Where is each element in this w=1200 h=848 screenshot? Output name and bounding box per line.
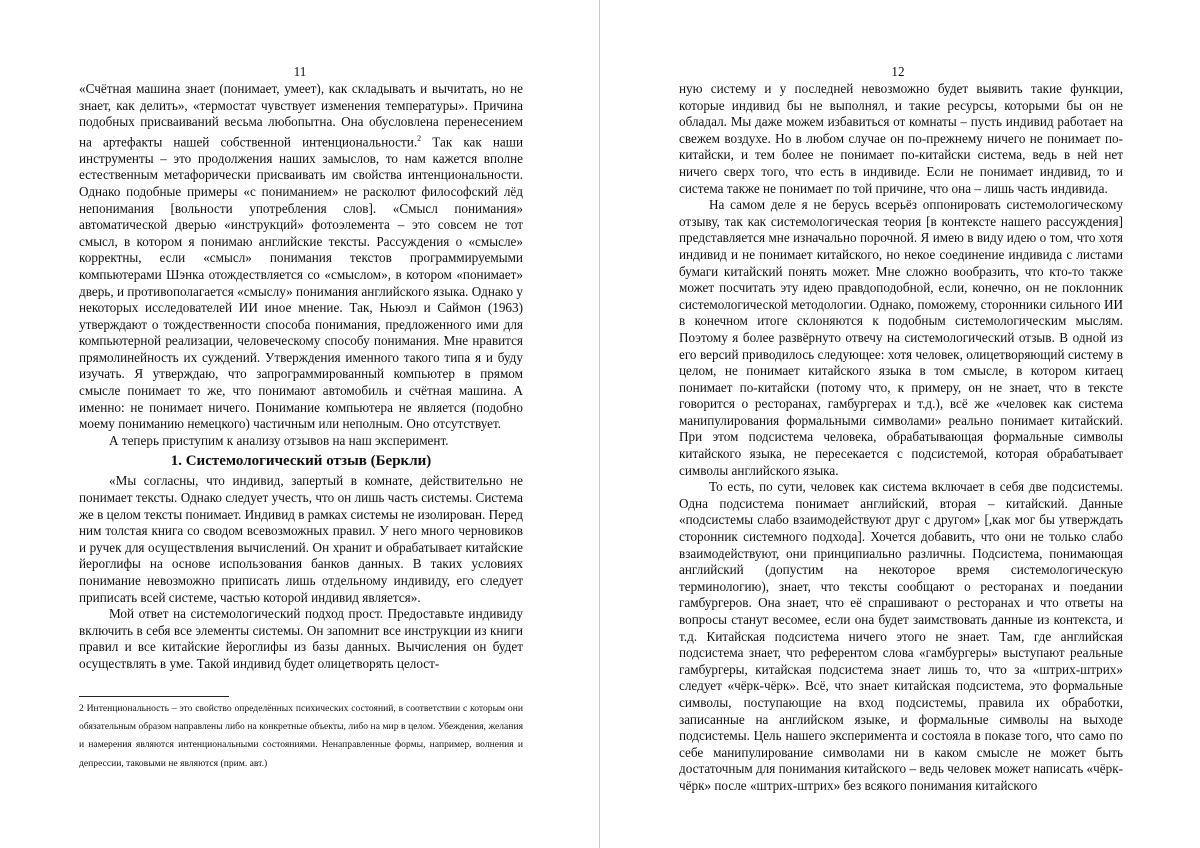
footnote-divider xyxy=(79,696,229,697)
right-page xyxy=(600,0,1200,848)
page-number: 12 xyxy=(891,64,905,79)
paragraph: Мой ответ на системологический подход прост. Предоставьте индивиду включить в себя все элементы системы. Он запомнит все инструкции из книги правил и все китайские йероглифы из базы данных. Вычисления он будет осуществлять в уме. Такой индивид будет олицетворять целост- xyxy=(79,606,523,671)
footnote: 2 Интенциональность – это свойство определённых психических состояний, в соответствии с которым они обязательным образом направлены либо на конкретные объекты, либо на мир в целом. Убеждения, желания и намерения являются интенциональными состояниями. Ненаправленные формы, например, волнения и депрессии, таковыми не являются (прим. авт.) xyxy=(79,703,523,769)
footnote-marker[interactable]: 2 xyxy=(417,133,422,143)
right-page-body xyxy=(679,81,1123,795)
section-heading: 1. Системологический отзыв (Беркли) xyxy=(170,453,432,470)
page-number: 11 xyxy=(293,64,307,79)
paragraph: «Мы согласны, что индивид, запертый в комнате, действительно не понимает тексты. Однако следует учесть, что он лишь часть системы. Система же в целом тексты понимает. Индивид в рамках системы не изолирован. Перед ним толстая книга со сводом всевозможных правил. У него много черновиков и ручек для осуществления вычислений. Он хранит и обрабатывает китайские йероглифы на основе использования банков данных. В таких условиях понимание невозможно приписать лишь отдельному индивиду, его следует приписать всей системе, частью которой индивид является». xyxy=(79,473,523,605)
paragraph: На самом деле я не берусь всерьёз оппонировать системологическому отзыву, так как системологическая теория [в контексте нашего рассуждения] представляется мне изначально порочной. Я имею в виду идею о том, что хотя индивид и не понимает китайского, но некое соединение индивида с листами бумаги китайский понять может. Мне сложно вообразить, что кто-то также может посчитать эту идею правдоподобной, если, конечно, он не поклонник системологической методологии. Однако, поможему, сторонники сильного ИИ в конечном итоге склоняются к подобным системологическим мыслям. Поэтому я более развёрнуто отвечу на системологический отзыв. В одной из его версий приводилось следующее: хотя человек, олицетворяющий систему в целом, не понимает китайского языка в том смысле, в котором китаец понимает по-китайски (потому что, к примеру, он не знает, что в тексте говорится о ресторанах, гамбургерах и т.д.), всё же «человек как система манипулирования формальными символами» реально понимает китайский. При этом подсистема человека, обрабатывающая формальные символы китайского языка, не пересекается с подсистемой, которая обрабатывает символы английского языка. xyxy=(679,197,1123,478)
paragraph: А теперь приступим к анализу отзывов на наш эксперимент. xyxy=(109,432,449,448)
paragraph: «Счётная машина знает (понимает, умеет), как складывать и вычитать, но не знает, как делить», «термостат чувствует изменения температуры». Причина подобных присваиваний весьма любопытна. Она обусловлена перенесением на артефакты нашей собственной интенциональности.$^2$ Так как наши инструменты – это продолжения наших замыслов, то нам кажется вполне естественным метафорически присваивать им свойства интенциональности. Однако подобные примеры «с пониманием» не расколют философский лёд непонимания [вольности употребления слов]. «Смысл понимания» автоматической дверью «инструкций» фотоэлемента – это совсем не тот смысл, в котором я понимаю английские тексты. Рассуждения о «смысле» корректны, если «смысл» понимания текстов программируемыми компьютерами Шэнка отождествляется со «смыслом», в котором «понимает» дверь, и противополагается «смыслу» понимания английского языка. Однако у некоторых исследователей ИИ иное мнение. Так, Ньюэл и Саймон (1963) утверждают о тождественности способа понимания, предложенного ими для компьютерной реализации, человеческому способу понимания. Мне нравится прямолинейность их суждений. Утверждения именного такого типа я и буду изучать. Я утверждаю, что запрограммированный компьютер в прямом смысле понимает то же, что понимают автомобиль и счётная машина. А именно: не понимает ничего. Понимание компьютера не является (подобно моему пониманию немецкого) частичным или неполным. Оно отсутствует. xyxy=(79,81,524,432)
left-page-body xyxy=(79,81,523,673)
paragraph: ную систему и у последней невозможно будет выявить такие функции, которые индивид бы не выполнял, и такие ресурсы, которыми бы он не обладал. Мы даже можем избавиться от комнаты – пусть индивид работает на свежем воздухе. Но в любом случае он по-прежнему ничего не понимает по-китайски, и тем более не понимает по-китайски система, ведь в ней нет ничего сверх того, что есть в индивиде. Если не понимает индивид, то и система также не понимает по той причине, что она – лишь часть индивида. xyxy=(679,81,1123,196)
paragraph: То есть, по сути, человек как система включает в себя две подсистемы. Одна подсистема понимает английский, вторая – китайский. Данные «подсистемы слабо взаимодействуют друг с другом» [,как мог бы утверждать сторонник системного подхода]. Хочется добавить, что они не только слабо взаимодействуют, они принципиально различны. Подсистема, понимающая английский (допустим на некоторое время системологическую терминологию), знает, что тексты сообщают о ресторанах и поедании гамбургеров. Она знает, что её спрашивают о ресторанах и что ответы на вопросы станут весомее, если она будет заимствовать данные из контекста, и т.д. Китайская подсистема ничего этого не знает. Там, где английская подсистема знает, что референтом слова «гамбургеры» выступают реальные гамбургеры, китайская подсистема знает лишь то, что за «штрих-штрих» следует «чёрк-чёрк». Всё, что знает китайская подсистема, это формальные символы, поступающие на вход подсистемы, правила их обработки, записанные на английском языке, и формальные символы на выходе подсистемы. Цель нашего эксперимента и состояла в показе того, что само по себе манипулирование символами ни в каком смысле не может быть достаточным для понимания китайского – ведь человек может написать «чёрк-чёрк» после «штрих-штрих» без всякого понимания китайского xyxy=(679,479,1123,793)
